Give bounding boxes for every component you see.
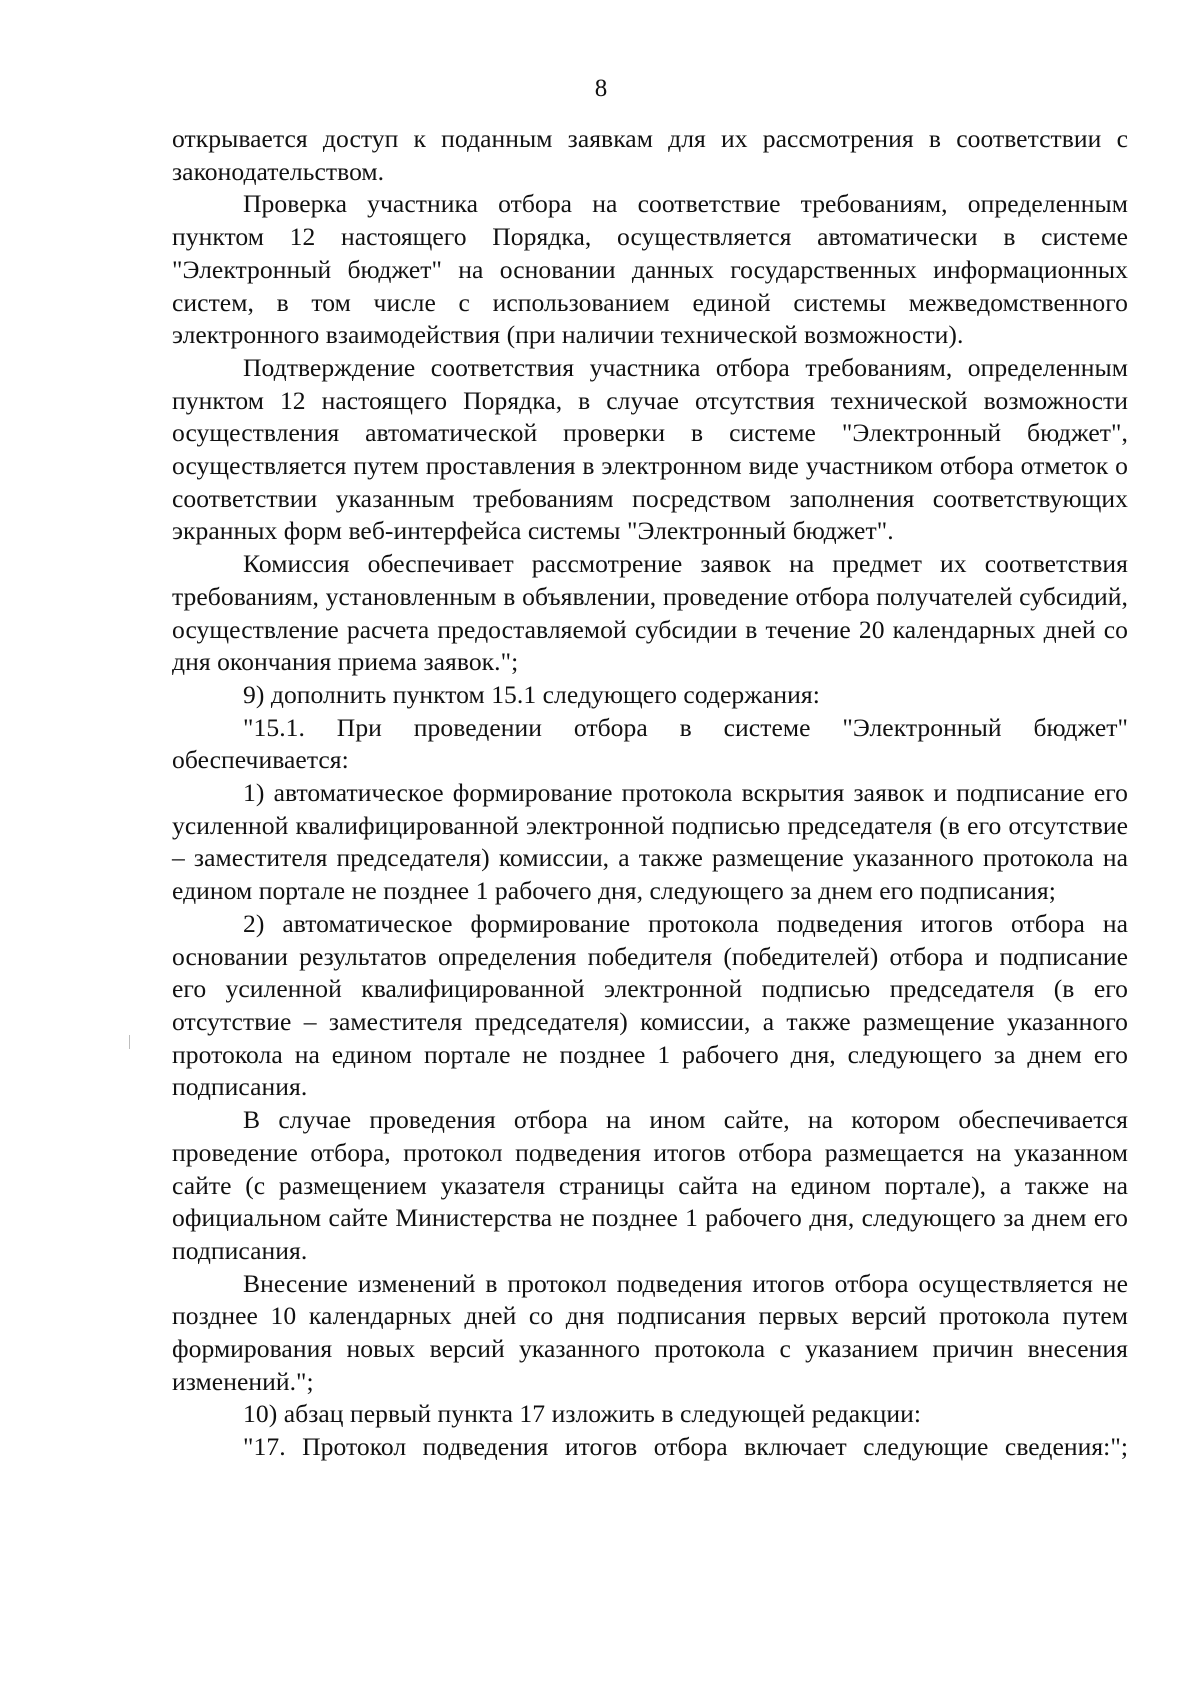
paragraph-item-9: 9) дополнить пунктом 15.1 следующего содержания: — [243, 679, 820, 709]
scan-artifact-mark — [129, 1035, 130, 1049]
paragraph-protocol-changes: Внесение изменений в протокол подведения итогов отбора осуществляется не позднее 10 календарных дней со дня подписания первых версий протокола путем формирования новых версий указанного протокола с указанием причин внесения изменений."; — [172, 1268, 1128, 1396]
paragraph-compliance-confirmation: Подтверждение соответствия участника отбора требованиям, определенным пунктом 12 настоящего Порядка, в случае отсутствия технической возможности осуществления автоматической проверки в системе "Электронный бюджет", осуществляется путем проставления в электронном виде участником отбора отметок о соответствии указанным требованиям посредством заполнения соответствующих экранных форм веб-интерфейса системы "Электронный бюджет". — [172, 352, 1128, 546]
document-body — [172, 123, 1128, 1464]
paragraph-clause-17: "17. Протокол подведения итогов отбора включает следующие сведения:"; — [243, 1432, 1128, 1462]
paragraph-other-site: В случае проведения отбора на ином сайте, на котором обеспечивается проведение отбора, протокол подведения итогов отбора размещается на указанном сайте (с размещением указателя страницы сайта на едином портале), а также на официальном сайте Министерства не позднее 1 рабочего дня, следующего за днем его подписания. — [172, 1105, 1128, 1265]
paragraph-subitem-1: 1) автоматическое формирование протокола вскрытия заявок и подписание его усиленной квалифицированной электронной подписью председателя (в его отсутствие – заместителя председателя) комиссии, а также размещение указанного протокола на едином портале не позднее 1 рабочего дня, следующего за днем его подписания; — [172, 778, 1128, 906]
paragraph-item-10: 10) абзац первый пункта 17 изложить в следующей редакции: — [243, 1399, 922, 1429]
paragraph-continuation: открывается доступ к поданным заявкам для их рассмотрения в соответствии с законодательством. — [172, 124, 1128, 186]
paragraph-participant-check: Проверка участника отбора на соответствие требованиям, определенным пунктом 12 настоящего Порядка, осуществляется автоматически в системе "Электронный бюджет" на основании данных государственных информационных систем, в том числе с использованием единой системы межведомственного электронного взаимодействия (при наличии технической возможности). — [172, 189, 1128, 350]
page-number: 8 — [594, 75, 608, 102]
paragraph-subitem-2: 2) автоматическое формирование протокола подведения итогов отбора на основании результатов определения победителя (победителей) отбора и подписание его усиленной квалифицированной электронной подписью председателя (в его отсутствие – заместителя председателя) комиссии, а также размещение указанного протокола на едином портале не позднее 1 рабочего дня, следующего за днем его подписания. — [172, 908, 1128, 1102]
paragraph-clause-15-1: "15.1. При проведении отбора в системе "Электронный бюджет" обеспечивается: — [172, 712, 1128, 775]
paragraph-commission-review: Комиссия обеспечивает рассмотрение заявок на предмет их соответствия требованиям, установленным в объявлении, проведение отбора получателей субсидий, осуществление расчета предоставляемой субсидии в течение 20 календарных дней со дня окончания приема заявок."; — [172, 549, 1128, 677]
